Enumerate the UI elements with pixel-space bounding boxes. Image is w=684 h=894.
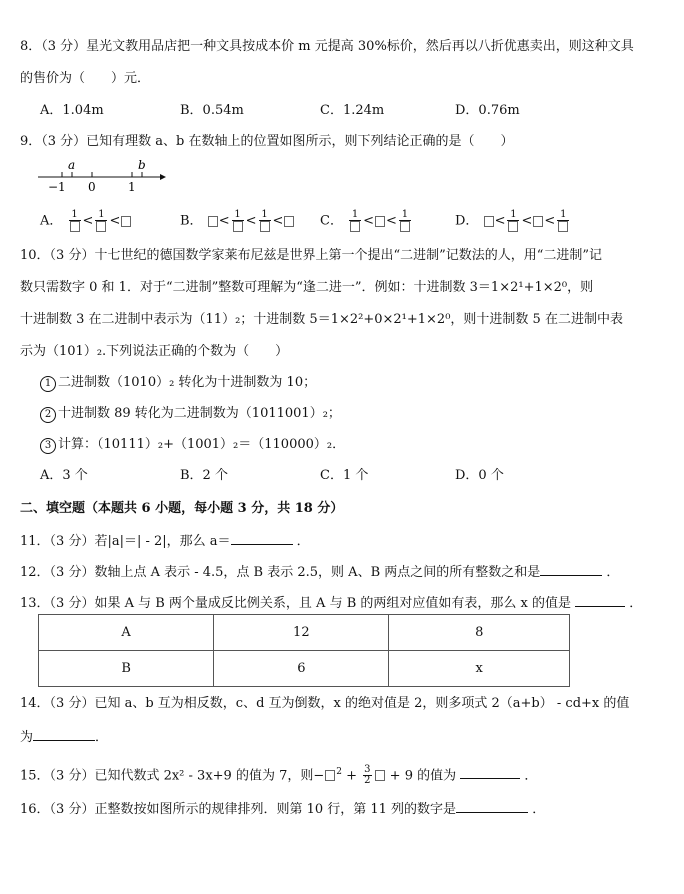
q12: 12．（3 分）数轴上点 A 表示 - 4.5，点 B 表示 2.5，则 A、B 两点之间的所有整数之和是 ． [20,565,620,580]
point-b-label: b [138,158,146,172]
q8-option-c: C．1.24m [320,103,385,118]
q10-item1: 1 二进制数（1010）₂ 转化为十进制数为 10； [40,375,316,392]
answer-blank [231,532,293,545]
table-cell: A [39,615,214,651]
fraction: 1 [399,210,411,232]
q8-line1: 8．（3 分）星光文教用品店把一种文具按成本价 m 元提高 30%标价，然后再以八折优惠卖出，则这种文具 [20,39,634,54]
q14-line1: 14．（3 分）已知 a、b 互为相反数，c、d 互为倒数，x 的绝对值是 2，则多项式 2（a+b） - cd+x 的值 [20,696,630,711]
fraction: 1 [232,210,244,232]
answer-blank [575,594,625,607]
q9-stem: 9．（3 分）已知有理数 a、b 在数轴上的位置如图所示，则下列结论正确的是（ ） [20,134,514,149]
answer-blank [540,563,602,576]
number-line-figure [34,158,168,196]
q13: 13．（3 分）如果 A 与 B 两个量成反比例关系，且 A 与 B 的两组对应值如有表，那么 x 的值是 ． [20,596,643,611]
q10-line3: 十进制数 3 在二进制中表示为（11）₂；十进制数 5＝1×2²+0×2¹+1×2⁰，则十进制数 5 在二进制中表 [20,312,623,327]
q10-item2: 2 十进制数 89 转化为二进制数为（1011001）₂； [40,406,341,423]
circled-number-2: 2 [40,407,56,423]
table-cell: B [39,651,214,687]
q10-option-b: B．2 个 [180,468,228,483]
tick-label-one: 1 [128,180,136,194]
tick-label-zero: 0 [88,180,96,194]
table-cell: 8 [389,615,570,651]
table-cell: 6 [214,651,389,687]
q13-table [38,614,570,687]
fraction: 1 [259,210,271,232]
q11: 11．（3 分）若|a|＝| - 2|，那么 a＝ ． [20,534,310,549]
table-row [39,651,570,687]
table-cell: x [389,651,570,687]
answer-blank [456,800,528,813]
q9-option-c: C． 1 < < 1 [320,210,413,232]
fraction: 1 [349,210,361,232]
fraction: $\frac{3}{2}$ [364,764,371,787]
fraction: 1 [69,210,81,232]
tick-label-neg-one: −1 [48,180,66,194]
q14-line2: 为 ． [20,730,109,745]
answer-blank [460,766,520,779]
q16: 16．（3 分）正整数按如图所示的规律排列．则第 10 行，第 11 列的数字是 ． [20,802,546,817]
number-line-arrow [160,174,166,180]
point-a-label: a [68,158,76,172]
q10-line4: 示为（101）₂.下列说法正确的个数为（ ） [20,344,289,359]
q9-option-b: B． < 1 < 1 < [180,210,295,232]
answer-blank [33,728,95,741]
table-row [39,615,570,651]
fraction: 1 [557,210,569,232]
q10-line1: 10．（3 分）十七世纪的德国数学家莱布尼兹是世界上第一个提出“二进制”记数法的人，用“二进制”记 [20,248,603,263]
q8-line2: 的售价为（ ）元． [20,71,151,86]
q9-option-d: D． < 1 < < 1 [455,210,571,232]
q15: 15．（3 分）已知代数式 2x² - 3x+9 的值为 7，则− $^2$ + $\frac{3}{2}$ + 9 的值为 ． [20,764,538,787]
q10-line2: 数只需数字 0 和 1．对于“二进制”整数可理解为“逢二进一”．例如：十进制数 3＝1×2¹+1×2⁰，则 [20,280,594,295]
q9-option-a: A． 1 < 1 < [40,210,132,232]
section-heading: 二、填空题（本题共 6 小题，每小题 3 分，共 18 分） [20,501,344,516]
q10-item3: 3 计算：（10111）₂+（1001）₂＝（110000）₂． [40,437,345,454]
q8-option-d: D．0.76m [455,103,520,118]
circled-number-1: 1 [40,376,56,392]
q8-option-a: A．1.04m [40,103,104,118]
fraction: 1 [95,210,107,232]
circled-number-3: 3 [40,438,56,454]
q10-option-d: D．0 个 [455,468,504,483]
q10-option-a: A．3 个 [40,468,88,483]
q10-option-c: C．1 个 [320,468,369,483]
fraction: 1 [507,210,519,232]
table-cell: 12 [214,615,389,651]
q8-option-b: B．0.54m [180,103,244,118]
